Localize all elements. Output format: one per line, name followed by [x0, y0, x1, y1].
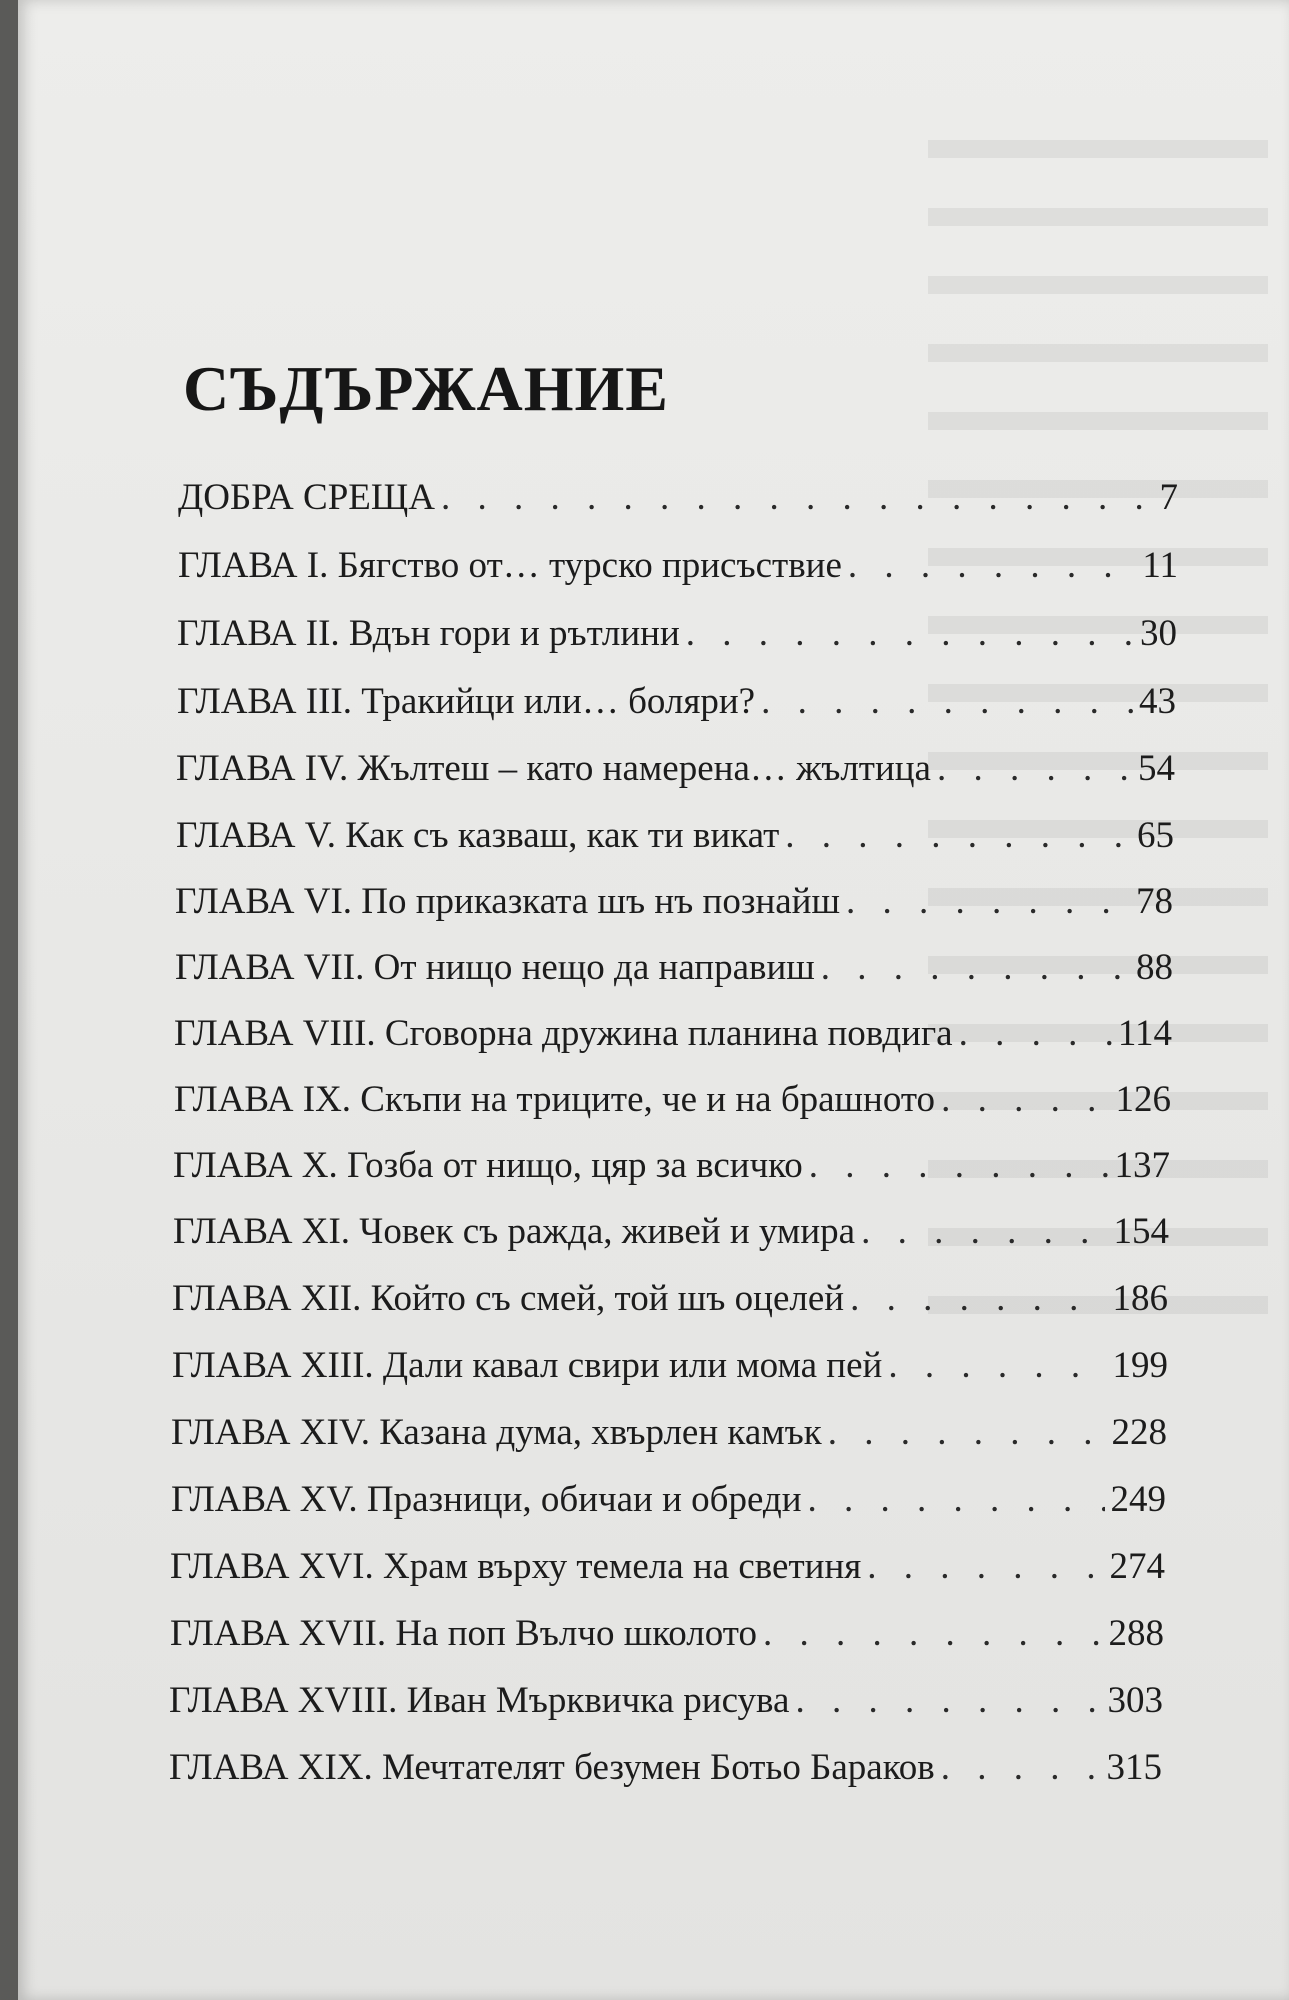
toc-entry-title: ГЛАВА XIV. Казана дума, хвърлен камък [171, 1412, 822, 1453]
toc-entry-title: ГЛАВА X. Гозба от нищо, цяр за всичко [173, 1145, 803, 1186]
dot-leader [686, 612, 1134, 656]
toc-entry [173, 1144, 1170, 1188]
toc-entry-page: 186 [1112, 1278, 1168, 1319]
toc-entry-title: ГЛАВА IV. Жълтеш – като намерена… жълтица [176, 748, 931, 789]
dot-leader [861, 1210, 1107, 1254]
toc-entry-title: ГЛАВА XVI. Храм върху темела на светиня [170, 1546, 862, 1587]
toc-entry-page: 288 [1108, 1613, 1164, 1654]
toc-entry-page: 228 [1111, 1412, 1167, 1453]
toc-entry [170, 1612, 1164, 1656]
toc-entry-page: 88 [1136, 947, 1173, 988]
dot-leader [795, 1679, 1101, 1723]
dot-leader [809, 1144, 1109, 1188]
table-of-contents [18, 0, 1289, 2000]
dot-leader [763, 1612, 1103, 1656]
toc-entry-title: ГЛАВА I. Бягство от… турско присъствие [178, 545, 842, 586]
toc-entry-title: ГЛАВА VIII. Сговорна дружина планина повдига [174, 1013, 953, 1054]
dot-leader [785, 814, 1131, 858]
toc-entry [177, 612, 1177, 656]
toc-entry-title: ГЛАВА XVII. На поп Вълчо школото [170, 1613, 757, 1654]
toc-entry [176, 747, 1175, 791]
dot-leader [808, 1478, 1105, 1522]
toc-entry-title: ГЛАВА XV. Празници, обичаи и обреди [171, 1479, 802, 1520]
toc-entry [169, 1679, 1163, 1723]
toc-entry-page: 114 [1117, 1013, 1172, 1054]
page-title: СЪДЪРЖАНИЕ [183, 353, 669, 424]
toc-entry [173, 1210, 1169, 1254]
toc-entry [177, 680, 1176, 724]
toc-entry [178, 476, 1178, 520]
toc-entry-title: ГЛАВА II. Вдън гори и рътлини [177, 613, 680, 654]
dot-leader [441, 476, 1154, 520]
dot-leader [821, 946, 1130, 990]
toc-entry-title: ГЛАВА XVIII. Иван Мърквичка рисува [169, 1680, 790, 1721]
toc-entry-title: ГЛАВА IX. Скъпи на триците, че и на брашното [174, 1079, 936, 1120]
toc-entry-page: 78 [1136, 881, 1173, 922]
toc-entry-title: ГЛАВА XII. Който съ смей, той шъ оцелей [172, 1278, 845, 1319]
toc-entry-title: ГЛАВА VII. От нищо нещо да направиш [175, 947, 815, 988]
toc-entry-page: 303 [1107, 1680, 1163, 1721]
dot-leader [941, 1746, 1101, 1790]
dot-leader [761, 680, 1133, 724]
dot-leader [941, 1078, 1109, 1122]
toc-entry-title: ГЛАВА XIX. Мечтателят безумен Ботьо Бараков [169, 1747, 935, 1788]
toc-entry-page: 54 [1138, 748, 1175, 789]
dot-leader [850, 1277, 1106, 1321]
toc-entry-page: 126 [1115, 1079, 1171, 1120]
dot-leader [828, 1411, 1106, 1455]
toc-entry-page: 274 [1109, 1546, 1165, 1587]
dot-leader [959, 1012, 1112, 1056]
toc-entry [178, 544, 1178, 588]
toc-entry-page: 137 [1114, 1145, 1170, 1186]
dot-leader [867, 1545, 1103, 1589]
toc-entry-page: 43 [1139, 681, 1176, 722]
dot-leader [846, 880, 1130, 924]
toc-entry-title: ДОБРА СРЕЩА [178, 477, 435, 518]
toc-entry-page: 249 [1110, 1479, 1166, 1520]
dot-leader [848, 544, 1136, 588]
dot-leader [888, 1344, 1106, 1388]
toc-entry [174, 1012, 1172, 1056]
toc-entry-page: 11 [1142, 545, 1178, 586]
toc-entry [175, 880, 1173, 924]
toc-entry-page: 30 [1140, 613, 1177, 654]
toc-entry [169, 1746, 1162, 1790]
toc-entry [175, 946, 1173, 990]
toc-entry-title: ГЛАВА III. Тракийци или… боляри? [177, 681, 756, 722]
dot-leader [937, 747, 1132, 791]
toc-entry [172, 1277, 1168, 1321]
toc-entry-title: ГЛАВА V. Как съ казваш, как ти викат [176, 815, 780, 856]
toc-entry-page: 65 [1137, 815, 1174, 856]
book-page [18, 0, 1289, 2000]
toc-entry [171, 1411, 1167, 1455]
toc-entry-page: 7 [1159, 477, 1178, 518]
toc-entry [172, 1344, 1168, 1388]
toc-entry-page: 315 [1106, 1747, 1162, 1788]
toc-entry [170, 1545, 1165, 1589]
toc-entry-title: ГЛАВА XI. Човек съ ражда, живей и умира [173, 1211, 856, 1252]
toc-entry-title: ГЛАВА VI. По приказката шъ нъ познайш [175, 881, 840, 922]
toc-entry-page: 154 [1113, 1211, 1169, 1252]
toc-entry [171, 1478, 1166, 1522]
toc-entry-title: ГЛАВА XIII. Дали кавал свири или мома пей [172, 1345, 883, 1386]
toc-entry [176, 814, 1174, 858]
toc-entry [174, 1078, 1171, 1122]
toc-entry-page: 199 [1112, 1345, 1168, 1386]
